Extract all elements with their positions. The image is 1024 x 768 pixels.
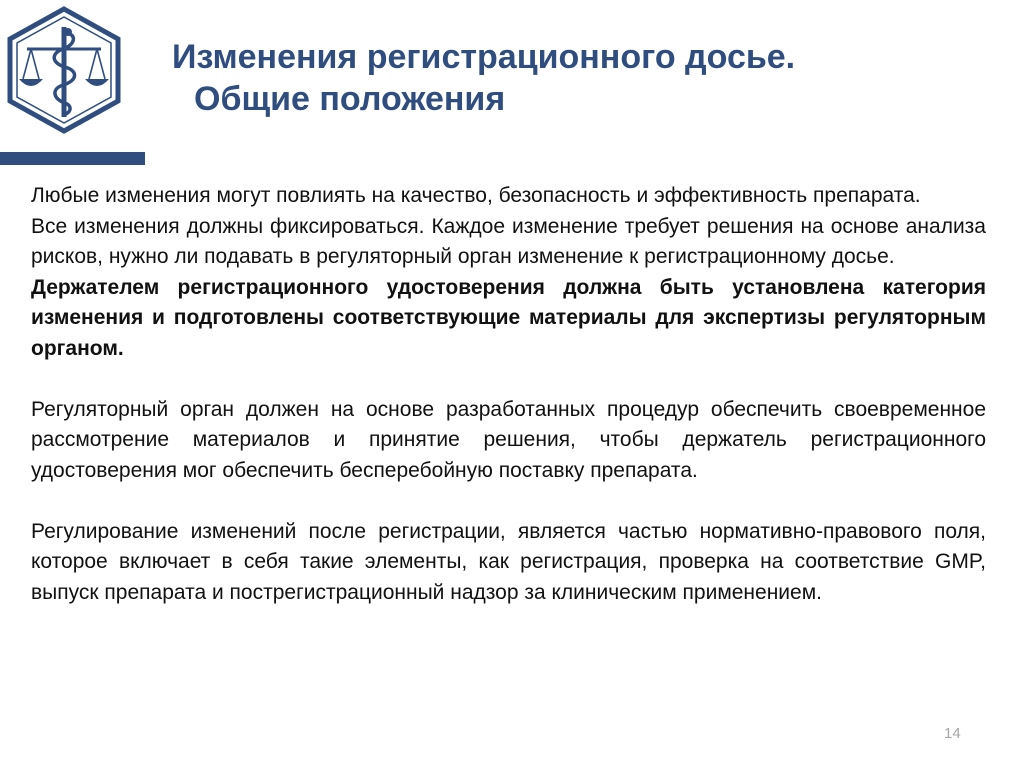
paragraph-regulator-procedures: Регуляторный орган должен на основе разработанных процедур обеспечить своевременное рассмотрение материалов и принятие решения, чтобы держатель регистрационного удостоверения мог обеспечить бесперебойную поставку препарата. [31, 397, 986, 482]
paragraph-regulation-framework: Регулирование изменений после регистрации, является частью нормативно-правового поля, которое включает в себя такие элементы, как регистрация, проверка на соответствие GMP, выпуск препарата и пострегистрационный надзор за клиническим применением. [31, 519, 986, 604]
paragraph-holder-responsibility: Держателем регистрационного удостоверения должна быть установлена категория изменения и подготовлены соответствующие материалы для экспертизы регуляторным органом. [31, 275, 986, 360]
title-line-1: Изменения регистрационного досье. [172, 38, 796, 76]
scales-with-serpent-staff-icon [5, 5, 123, 135]
title-line-2: Общие положения [194, 80, 506, 118]
title-accent-bar [0, 152, 145, 165]
paragraph-impact: Любые изменения могут повлиять на качество, безопасность и эффективность препарата. [31, 184, 921, 207]
slide-body [31, 181, 986, 608]
page-title [172, 36, 992, 120]
page-number: 14 [944, 725, 961, 742]
paragraph-recording: Все изменения должны фиксироваться. Каждое изменение требует решения на основе анализа рисков, нужно ли подавать в регуляторный орган изменение к регистрационному досье. [31, 214, 986, 268]
